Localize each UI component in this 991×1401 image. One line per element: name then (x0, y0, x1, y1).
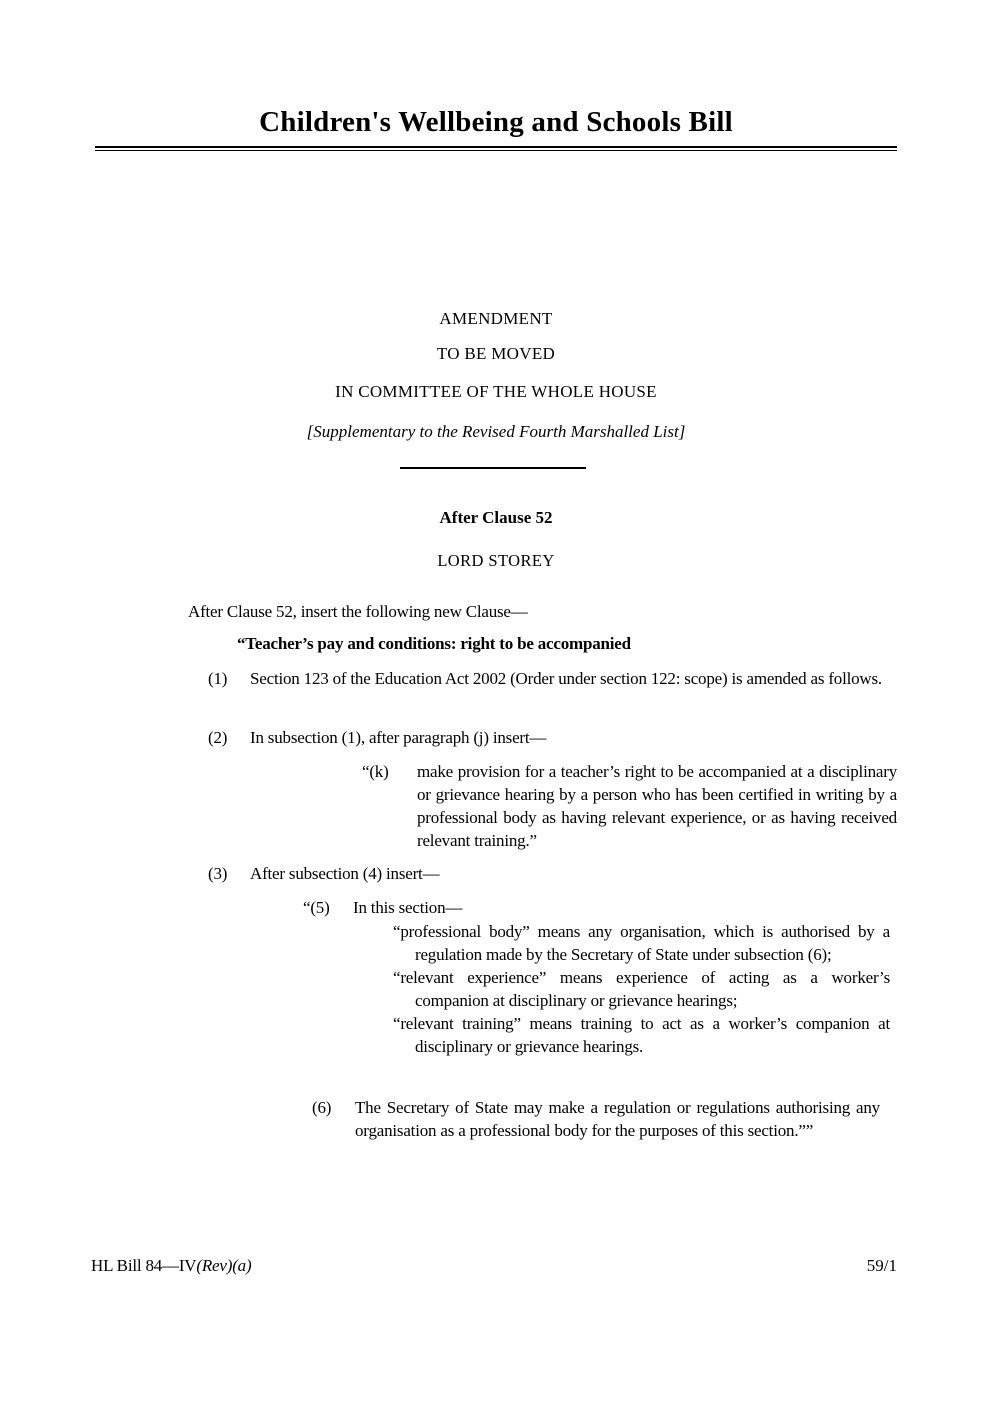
marshalled-list-note: [Supplementary to the Revised Fourth Marshalled List] (306, 422, 686, 441)
subsection-5-number: “(5) (303, 898, 330, 917)
subsection-6 (312, 1096, 880, 1142)
paragraph-k (362, 760, 897, 852)
separator-rule (400, 467, 586, 469)
bill-reference-revision: (Rev)(a) (196, 1256, 252, 1275)
subsection-3-number: (3) (208, 864, 228, 883)
after-clause-heading: After Clause 52 (439, 508, 553, 527)
bill-reference (91, 1256, 251, 1276)
subsection-2-text: In subsection (1), after paragraph (j) insert— (250, 728, 547, 747)
definition-relevant-experience: “relevant experience” means experience of acting as a worker’s companion at disciplinary or grievance hearings; (393, 968, 890, 1010)
subsection-1-number: (1) (208, 669, 228, 688)
page-number: 59/1 (866, 1256, 897, 1275)
title-double-rule (95, 146, 897, 151)
definition-relevant-training: “relevant training” means training to act as a worker’s companion at disciplinary or grievance hearings. (393, 1014, 890, 1056)
subsection-5 (303, 896, 897, 919)
subsection-5-text: In this section— (353, 898, 463, 917)
subsection-3 (208, 862, 897, 885)
subsection-2 (208, 726, 897, 749)
bill-reference-main: HL Bill 84—IV (91, 1256, 197, 1275)
definition-professional-body: “professional body” means any organisation, which is authorised by a regulation made by the Secretary of State under subsection (6); (393, 922, 890, 964)
subsection-2-number: (2) (208, 728, 228, 747)
paragraph-k-number: “(k) (362, 762, 389, 781)
paragraph-k-text: make provision for a teacher’s right to be accompanied at a disciplinary or grievance hearing by a person who has been certified in writing by a professional body as having relevant experience, or as having received relevant training.” (417, 762, 897, 850)
committee-heading: IN COMMITTEE OF THE WHOLE HOUSE (335, 382, 657, 401)
to-be-moved-heading: TO BE MOVED (436, 344, 556, 363)
new-clause-title: “Teacher’s pay and conditions: right to be accompanied (237, 634, 631, 653)
mover-name: LORD STOREY (437, 551, 555, 570)
amendment-heading: AMENDMENT (439, 309, 553, 328)
subsection-1 (208, 667, 897, 690)
subsection-3-text: After subsection (4) insert— (250, 864, 440, 883)
subsection-6-number: (6) (312, 1098, 332, 1117)
bill-title: Children's Wellbeing and Schools Bill (259, 106, 733, 138)
definitions-list (393, 920, 890, 1058)
instruction-line: After Clause 52, insert the following new Clause— (188, 602, 528, 621)
subsection-6-text: The Secretary of State may make a regulation or regulations authorising any organisation as a professional body for the purposes of this section.”” (355, 1098, 880, 1140)
subsection-1-text: Section 123 of the Education Act 2002 (Order under section 122: scope) is amended as follows. (250, 669, 882, 688)
